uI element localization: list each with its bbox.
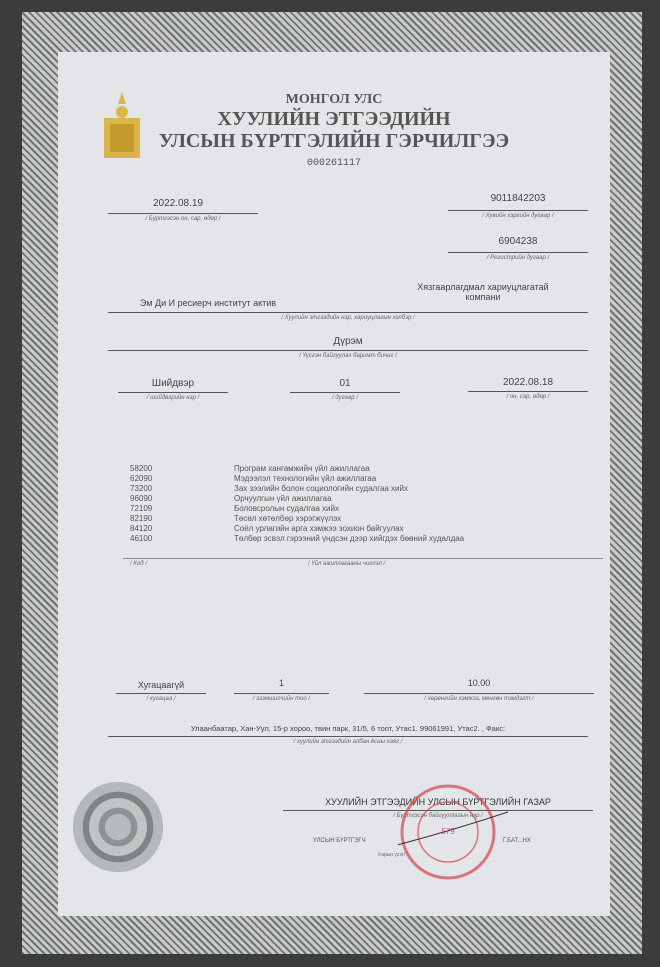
address: Улаанбаатар, Хан-Уул, 15-р хороо, твин парк, 31/5, 6 тоот, Утас1. 99061991, Утас2. , Факс: [190, 724, 506, 733]
decision-name-label: / шийдвэрийн нэр / [146, 395, 200, 401]
founding-document: Дүрэм [333, 336, 363, 347]
entity-form: Хязгаарлагдмал хариуцлагатай компани [417, 282, 549, 302]
founding-document-label: / Үүсгэн байгуулах баримт бичиг / [299, 353, 397, 359]
serial-number: 000261117 [306, 158, 361, 169]
title-line-1: ХУУЛИЙН ЭТГЭЭДИЙН [217, 108, 451, 130]
owners-label: / эзэмшигчийн тоо / [252, 696, 311, 702]
entity-name: Эм Ди И ресиерч институт актив [139, 298, 277, 308]
entity-label: / Хуулийн этгээдийн нэр, хариуцлагын хэлбэр / [281, 315, 415, 321]
signature-label: /гарын үсэг/ [378, 852, 406, 858]
capital-amount: 10.00 [467, 678, 491, 688]
file-number-label: / Хувийн хэргийн дугаар / [482, 213, 554, 219]
decision-date: 2022.08.18 [502, 377, 554, 388]
activity-direction-label: / Үйл ажиллагааны чиглэл / [308, 561, 386, 567]
duration-label: / хугацаа / [146, 696, 176, 702]
authority-name: ХУУЛИЙН ЭТГЭЭДИЙН УЛСЫН БҮРТГЭЛИЙН ГАЗАР [325, 797, 551, 807]
decision-name: Шийдвэр [151, 378, 195, 389]
svg-text:579: 579 [441, 827, 455, 836]
register-number-label: / Регистрийн дугаар / [486, 255, 550, 261]
capital-label: / хөрөнгийн хэмжээ, мөнгөн тэмдэгт / [424, 696, 534, 702]
guilloche-rosette [73, 782, 163, 872]
decision-number: 01 [339, 378, 351, 389]
registration-date: 2022.08.19 [152, 198, 204, 209]
title-line-2: УЛСЫН БҮРТГЭЛИЙН ГЭРЧИЛГЭЭ [158, 130, 510, 152]
file-number: 9011842203 [490, 193, 546, 204]
authority-label: / Бүртгэсэн байгууллагын нэр / [393, 813, 483, 819]
registrar-name: Г.БАТ...НХ [503, 838, 531, 844]
official-stamp [398, 782, 508, 882]
owners-count: 1 [278, 678, 284, 688]
address-label: / хуулийн этгээдийн албан ёсны хаяг / [293, 739, 403, 745]
code-label: / Код / [130, 561, 147, 567]
decision-number-label: / дугаар / [332, 395, 358, 401]
registrar-title: УЛСЫН БҮРТГЭГЧ [313, 838, 366, 844]
registration-date-label: / Бүртгэсэн он, сар, өдөр / [145, 216, 221, 222]
country-name: МОНГОЛ УЛС [285, 92, 383, 107]
register-number: 6904238 [498, 236, 538, 247]
decision-date-label: / он, сар, өдөр / [506, 394, 550, 400]
certificate-paper: МОНГОЛ УЛС ХУУЛИЙН ЭТГЭЭДИЙН УЛСЫН БҮРТГЭЛИЙН ГЭРЧИЛГЭЭ 000261117 2022.08.19 / Бүртгэсэн он, сар, өдөр / 9011842203 / Хувийн хэргийн дугаар / 6904238 / Регистрийн дугаар / Эм Ди И ресиерч институт актив Хязгаарлагдмал хариуцлагатай компани / Хуулийн этгээдийн нэр, хариуцлагын хэлбэр / Дүрэм / Үүсгэн байгуулах баримт бичиг / Шийдвэр / шийдвэрийн нэр / 01 / дугаар / 2022.08.18 / он, сар, өдөр / 58200 Програм хангамжийн үйл ажиллагаа 62090 Мэдээлэл технологийн үйл ажиллагаа 73200 Зах зээлийн болон социологийн судалгаа хийх 96090 Орчуулгын үйл ажиллагаа 72109 Боловсролын судалгаа хийх 82190 Төсөл хөтөлбөр хэрэгжүүлэх 84120 Соёл урлагийн арга хэмжээ зохион байгуулах 46100 Төлбөр эсвэл гэрээний үндсэн дээр хийгдэх бөөний худалдаа / Код / / Үйл ажиллагааны чиглэл / Хугацаагүй / хугацаа / 1 / эзэмшигчийн тоо / 10.00 / хөрөнгийн хэмжээ, мөнгөн тэмдэгт / Улаанбаатар, Хан-Уул, 15-р хороо, твин парк, 31/5, 6 тоот, Утас1. 99061991, Утас2. , Факс: / хуулийн этгээдийн албан ёсны хаяг / ХУУЛИЙН ЭТГЭЭДИЙН УЛСЫН БҮРТГЭЛИЙН ГАЗАР / Бүртгэсэн байгууллагын нэр / УЛСЫН БҮРТГЭГЧ Г.БАТ...НХ /гарын үсэг/ 579 [58, 52, 610, 916]
duration: Хугацаагүй [137, 680, 185, 690]
